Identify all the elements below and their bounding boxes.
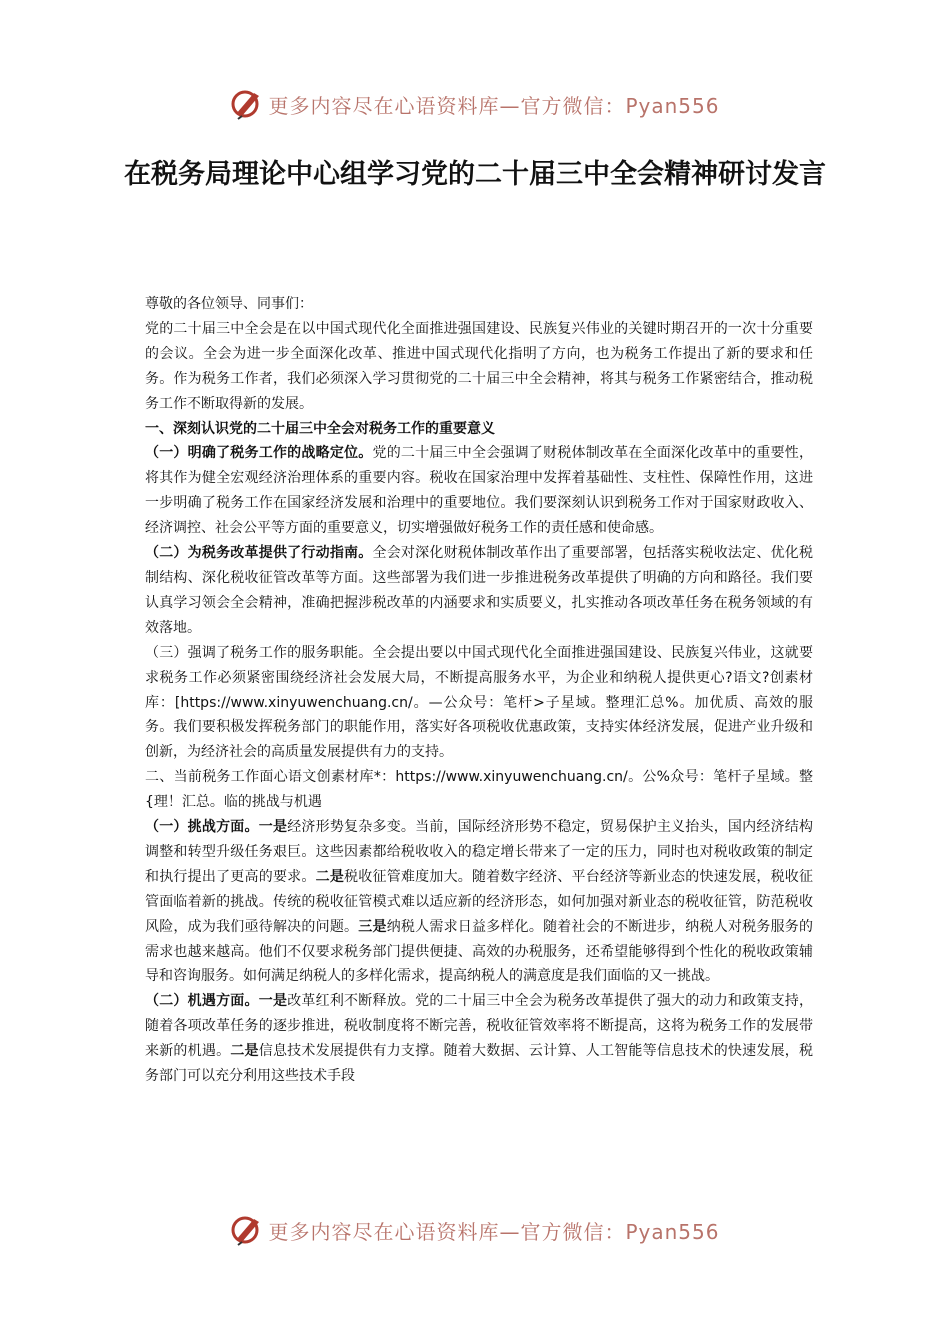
section2-para2 (145, 989, 813, 1089)
greeting: 尊敬的各位领导、同事们： (145, 296, 313, 312)
point-one-lead: 一是 (258, 819, 288, 836)
section1-para1-lead: （一）明确了税务工作的战略定位。 (145, 445, 373, 462)
point-three-lead: 三是 (358, 918, 387, 935)
pen-logo-icon (230, 87, 264, 121)
section1-para3: （三）强调了税务工作的服务职能。全会提出要以中国式现代化全面推进强国建设、民族复兴伟业，这就要求税务工作必须紧密围绕经济社会发展大局，不断提高服务水平，为企业和纳税人提供更心?语文?创素材库：[https://www.xinyuwenchuang.cn/。—公众号：笔杆>子星域。整理汇总%。加优质、高效的服务。我们要积极发挥税务部门的职能作用，落实好各项税收优惠政策，支持实体经济发展，促进产业升级和创新，为经济社会的高质量发展提供有力的支持。 (145, 644, 813, 761)
opp-two-lead: 二是 (230, 1043, 259, 1060)
section1-para2-lead: （二）为税务改革提供了行动指南。 (145, 545, 373, 562)
section1-para2 (145, 541, 813, 641)
section1-para1 (145, 441, 813, 541)
banner-text: 更多内容尽在心语资料库—官方微信：Pyan556 (268, 1219, 720, 1244)
intro-paragraph: 党的二十届三中全会是在以中国式现代化全面推进强国建设、民族复兴伟业的关键时期召开的一次十分重要的会议。全会为进一步全面深化改革、推进中国式现代化指明了方向，也为税务工作提出了新的要求和任务。作为税务工作者，我们必须深入学习贯彻党的二十届三中全会精神，将其与税务工作紧密结合，推动税务工作不断取得新的发展。 (145, 320, 813, 412)
point-two-text: 税收征管难度加大。随着数字经济、平台经济等新业态的快速发展，税收征管面临着新的挑战。传统的税收征管模式难以适应新的经济形态，如何加强对新业态的税收征管，防范税收风险，成为我们亟待解决的问题。 (145, 868, 814, 935)
section2-para1 (145, 815, 813, 989)
section2-para1-lead: （一）挑战方面。 (145, 819, 259, 836)
opp-one-text: 改革红利不断释放。党的二十届三中全会为税务改革提供了强大的动力和政策支持，随着各项改革任务的逐步推进，税收制度将不断完善，税收征管效率将不断提高，这将为税务工作的发展带来新的机遇。 (145, 993, 814, 1060)
footer-banner (0, 1210, 950, 1250)
pen-logo-icon (230, 1213, 264, 1247)
document-body (145, 292, 813, 1089)
section1-para2-text: 全会对深化财税体制改革作出了重要部署，包括落实税收法定、优化税制结构、深化税收征管改革等方面。这些部署为我们进一步推进税务改革提供了明确的方向和路径。我们要认真学习领会全会精神，准确把握涉税改革的内涵要求和实质要义，扎实推动各项改革任务在税务领域的有效落地。 (145, 545, 814, 636)
section2-para2-lead: （二）机遇方面。 (145, 993, 259, 1010)
point-one-text: 经济形势复杂多变。当前，国际经济形势不稳定，贸易保护主义抬头，国内经济结构调整和转型升级任务艰巨。这些因素都给税收收入的稳定增长带来了一定的压力，同时也对税收政策的制定和执行提出了更高的要求。 (145, 819, 814, 885)
section1-heading: 一、深刻认识党的二十届三中全会对税务工作的重要意义 (145, 420, 495, 437)
section1-para1-text: 党的二十届三中全会强调了财税体制改革在全面深化改革中的重要性，将其作为健全宏观经济治理体系的重要内容。税收在国家治理中发挥着基础性、支柱性、保障性作用，这进一步明确了税务工作在国家经济发展和治理中的重要地位。我们要深刻认识到税务工作对于国家财政收入、经济调控、社会公平等方面的重要意义，切实增强做好税务工作的责任感和使命感。 (145, 445, 814, 537)
opp-one-lead: 一是 (258, 993, 288, 1010)
document-title: 在税务局理论中心组学习党的二十届三中全会精神研讨发言 (124, 159, 826, 190)
point-three-text: 纳税人需求日益多样化。随着社会的不断进步，纳税人对税务服务的需求也越来越高。他们不仅要求税务部门提供便捷、高效的办税服务，还希望能够得到个性化的税收政策辅导和咨询服务。如何满足纳税人的多样化需求，提高纳税人的满意度是我们面临的又一挑战。 (145, 918, 814, 985)
section2-heading: 二、当前税务工作面心语文创素材库*：https://www.xinyuwenchuang.cn/。公%众号：笔杆子星域。整{理！汇总。临的挑战与机遇 (145, 769, 813, 811)
opp-two-text: 信息技术发展提供有力支撑。随着大数据、云计算、人工智能等信息技术的快速发展，税务部门可以充分利用这些技术手段 (145, 1043, 814, 1085)
point-two-lead: 二是 (315, 868, 345, 885)
header-banner (0, 84, 950, 124)
banner-text: 更多内容尽在心语资料库—官方微信：Pyan556 (268, 93, 720, 118)
